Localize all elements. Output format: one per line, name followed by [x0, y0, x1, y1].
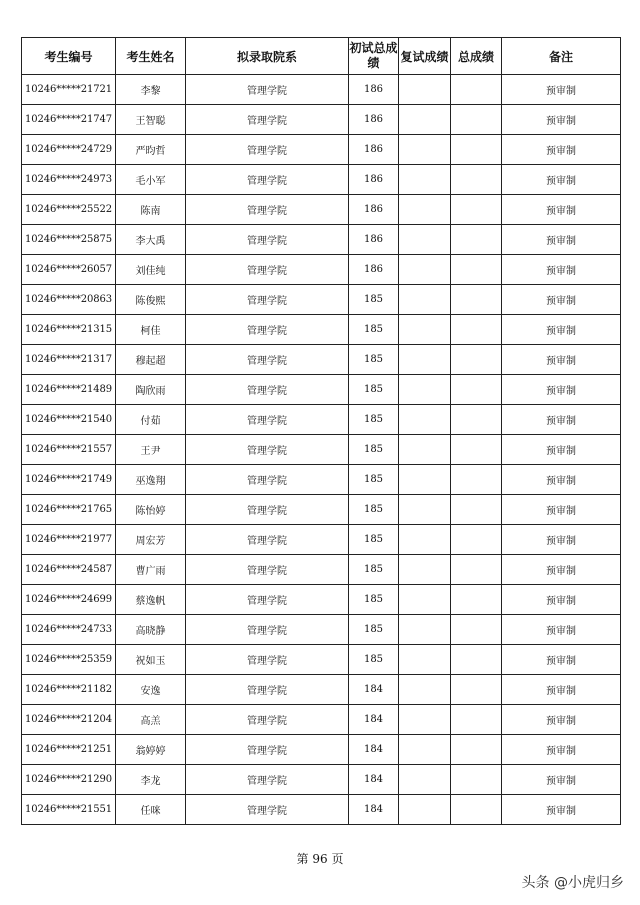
cell-note: 预审制	[502, 795, 621, 825]
cell-prelim-score: 185	[349, 645, 399, 675]
cell-note: 预审制	[502, 555, 621, 585]
cell-department: 管理学院	[186, 165, 349, 195]
cell-department: 管理学院	[186, 195, 349, 225]
cell-candidate-name: 高羔	[116, 705, 186, 735]
header-department: 拟录取院系	[186, 38, 349, 75]
cell-department: 管理学院	[186, 525, 349, 555]
table-row	[22, 375, 621, 405]
cell-candidate-name: 巫逸翔	[116, 465, 186, 495]
cell-department: 管理学院	[186, 555, 349, 585]
cell-total-score	[451, 285, 502, 315]
cell-total-score	[451, 345, 502, 375]
cell-candidate-id: 10246*****24733	[22, 615, 116, 645]
cell-retest-score	[399, 75, 451, 105]
table-row	[22, 795, 621, 825]
cell-prelim-score: 185	[349, 495, 399, 525]
cell-prelim-score: 184	[349, 705, 399, 735]
cell-department: 管理学院	[186, 645, 349, 675]
cell-department: 管理学院	[186, 675, 349, 705]
cell-total-score	[451, 165, 502, 195]
cell-retest-score	[399, 435, 451, 465]
cell-note: 预审制	[502, 165, 621, 195]
cell-note: 预审制	[502, 435, 621, 465]
cell-total-score	[451, 555, 502, 585]
cell-candidate-name: 曹广雨	[116, 555, 186, 585]
cell-prelim-score: 186	[349, 135, 399, 165]
cell-retest-score	[399, 675, 451, 705]
cell-note: 预审制	[502, 705, 621, 735]
cell-candidate-name: 穆起超	[116, 345, 186, 375]
cell-candidate-name: 王智聪	[116, 105, 186, 135]
cell-department: 管理学院	[186, 105, 349, 135]
cell-note: 预审制	[502, 135, 621, 165]
cell-prelim-score: 185	[349, 375, 399, 405]
table-row	[22, 105, 621, 135]
table-row	[22, 525, 621, 555]
cell-prelim-score: 186	[349, 225, 399, 255]
cell-retest-score	[399, 645, 451, 675]
cell-note: 预审制	[502, 735, 621, 765]
cell-department: 管理学院	[186, 405, 349, 435]
cell-department: 管理学院	[186, 615, 349, 645]
cell-retest-score	[399, 465, 451, 495]
cell-candidate-id: 10246*****24587	[22, 555, 116, 585]
table-body	[22, 75, 621, 825]
table-row	[22, 465, 621, 495]
cell-candidate-id: 10246*****21540	[22, 405, 116, 435]
table-row	[22, 435, 621, 465]
cell-candidate-id: 10246*****21749	[22, 465, 116, 495]
header-candidate-id: 考生编号	[22, 38, 116, 75]
cell-total-score	[451, 495, 502, 525]
cell-prelim-score: 185	[349, 285, 399, 315]
cell-department: 管理学院	[186, 375, 349, 405]
cell-total-score	[451, 75, 502, 105]
header-total-score: 总成绩	[451, 38, 502, 75]
cell-total-score	[451, 435, 502, 465]
cell-prelim-score: 185	[349, 405, 399, 435]
table-row	[22, 405, 621, 435]
cell-note: 预审制	[502, 585, 621, 615]
cell-retest-score	[399, 255, 451, 285]
table-row	[22, 255, 621, 285]
cell-candidate-id: 10246*****21765	[22, 495, 116, 525]
header-candidate-name: 考生姓名	[116, 38, 186, 75]
table-row	[22, 615, 621, 645]
cell-department: 管理学院	[186, 735, 349, 765]
table-row	[22, 645, 621, 675]
cell-note: 预审制	[502, 225, 621, 255]
cell-total-score	[451, 465, 502, 495]
cell-candidate-id: 10246*****24729	[22, 135, 116, 165]
cell-candidate-id: 10246*****21317	[22, 345, 116, 375]
cell-prelim-score: 186	[349, 255, 399, 285]
cell-note: 预审制	[502, 285, 621, 315]
cell-candidate-id: 10246*****21290	[22, 765, 116, 795]
cell-candidate-id: 10246*****24973	[22, 165, 116, 195]
cell-total-score	[451, 645, 502, 675]
cell-prelim-score: 186	[349, 75, 399, 105]
cell-total-score	[451, 405, 502, 435]
cell-candidate-name: 柯佳	[116, 315, 186, 345]
cell-candidate-id: 10246*****21204	[22, 705, 116, 735]
cell-department: 管理学院	[186, 255, 349, 285]
cell-prelim-score: 185	[349, 315, 399, 345]
cell-note: 预审制	[502, 645, 621, 675]
header-note: 备注	[502, 38, 621, 75]
cell-retest-score	[399, 735, 451, 765]
cell-candidate-name: 李大禹	[116, 225, 186, 255]
cell-note: 预审制	[502, 255, 621, 285]
cell-note: 预审制	[502, 375, 621, 405]
cell-candidate-name: 任咪	[116, 795, 186, 825]
cell-candidate-name: 安逸	[116, 675, 186, 705]
cell-prelim-score: 185	[349, 585, 399, 615]
cell-department: 管理学院	[186, 465, 349, 495]
watermark: 头条 @小虎归乡	[521, 875, 624, 891]
cell-prelim-score: 184	[349, 795, 399, 825]
cell-total-score	[451, 525, 502, 555]
table-row	[22, 75, 621, 105]
table-row	[22, 705, 621, 735]
cell-prelim-score: 186	[349, 165, 399, 195]
cell-prelim-score: 185	[349, 435, 399, 465]
cell-note: 预审制	[502, 675, 621, 705]
cell-note: 预审制	[502, 105, 621, 135]
cell-retest-score	[399, 615, 451, 645]
table-row	[22, 225, 621, 255]
cell-candidate-name: 周宏芳	[116, 525, 186, 555]
cell-total-score	[451, 615, 502, 645]
cell-candidate-name: 毛小军	[116, 165, 186, 195]
cell-total-score	[451, 375, 502, 405]
cell-candidate-id: 10246*****25875	[22, 225, 116, 255]
cell-candidate-name: 陈南	[116, 195, 186, 225]
cell-department: 管理学院	[186, 705, 349, 735]
cell-total-score	[451, 255, 502, 285]
cell-prelim-score: 185	[349, 345, 399, 375]
cell-candidate-name: 翁婷婷	[116, 735, 186, 765]
cell-note: 预审制	[502, 495, 621, 525]
cell-total-score	[451, 105, 502, 135]
table-row	[22, 555, 621, 585]
cell-candidate-name: 陈俊熙	[116, 285, 186, 315]
page-number: 第 96 页	[296, 852, 344, 866]
cell-retest-score	[399, 315, 451, 345]
table-row	[22, 195, 621, 225]
cell-total-score	[451, 225, 502, 255]
table-row	[22, 765, 621, 795]
cell-candidate-id: 10246*****21557	[22, 435, 116, 465]
header-row	[22, 38, 621, 75]
cell-prelim-score: 186	[349, 195, 399, 225]
cell-candidate-name: 陈怡婷	[116, 495, 186, 525]
cell-prelim-score: 185	[349, 465, 399, 495]
cell-candidate-id: 10246*****21489	[22, 375, 116, 405]
cell-candidate-id: 10246*****21315	[22, 315, 116, 345]
cell-retest-score	[399, 405, 451, 435]
cell-total-score	[451, 795, 502, 825]
table-row	[22, 135, 621, 165]
cell-note: 预审制	[502, 315, 621, 345]
cell-retest-score	[399, 525, 451, 555]
cell-retest-score	[399, 765, 451, 795]
cell-prelim-score: 185	[349, 615, 399, 645]
cell-note: 预审制	[502, 465, 621, 495]
cell-department: 管理学院	[186, 495, 349, 525]
cell-candidate-id: 10246*****21551	[22, 795, 116, 825]
cell-retest-score	[399, 225, 451, 255]
cell-candidate-name: 李龙	[116, 765, 186, 795]
header-retest-score: 复试成绩	[399, 38, 451, 75]
cell-candidate-name: 付茹	[116, 405, 186, 435]
cell-department: 管理学院	[186, 585, 349, 615]
cell-retest-score	[399, 795, 451, 825]
cell-department: 管理学院	[186, 345, 349, 375]
cell-total-score	[451, 705, 502, 735]
cell-retest-score	[399, 285, 451, 315]
cell-total-score	[451, 585, 502, 615]
cell-total-score	[451, 195, 502, 225]
cell-prelim-score: 184	[349, 765, 399, 795]
cell-department: 管理学院	[186, 315, 349, 345]
cell-retest-score	[399, 165, 451, 195]
table-row	[22, 285, 621, 315]
cell-candidate-name: 祝如玉	[116, 645, 186, 675]
cell-department: 管理学院	[186, 435, 349, 465]
cell-candidate-name: 王尹	[116, 435, 186, 465]
cell-candidate-name: 严昀哲	[116, 135, 186, 165]
table-row	[22, 585, 621, 615]
cell-prelim-score: 184	[349, 735, 399, 765]
table-row	[22, 735, 621, 765]
cell-department: 管理学院	[186, 135, 349, 165]
cell-department: 管理学院	[186, 765, 349, 795]
admission-score-table	[21, 37, 621, 825]
cell-candidate-name: 高晓静	[116, 615, 186, 645]
cell-department: 管理学院	[186, 795, 349, 825]
cell-candidate-name: 陶欣雨	[116, 375, 186, 405]
cell-retest-score	[399, 375, 451, 405]
cell-candidate-id: 10246*****21747	[22, 105, 116, 135]
table-row	[22, 165, 621, 195]
cell-total-score	[451, 765, 502, 795]
cell-retest-score	[399, 555, 451, 585]
cell-candidate-name: 刘佳纯	[116, 255, 186, 285]
table-row	[22, 345, 621, 375]
cell-candidate-id: 10246*****21721	[22, 75, 116, 105]
cell-department: 管理学院	[186, 285, 349, 315]
cell-candidate-id: 10246*****21182	[22, 675, 116, 705]
cell-retest-score	[399, 195, 451, 225]
table-row	[22, 495, 621, 525]
cell-retest-score	[399, 495, 451, 525]
cell-department: 管理学院	[186, 225, 349, 255]
cell-total-score	[451, 135, 502, 165]
cell-department: 管理学院	[186, 75, 349, 105]
cell-candidate-id: 10246*****25522	[22, 195, 116, 225]
cell-total-score	[451, 675, 502, 705]
cell-note: 预审制	[502, 345, 621, 375]
cell-prelim-score: 185	[349, 525, 399, 555]
table-row	[22, 315, 621, 345]
cell-candidate-id: 10246*****21977	[22, 525, 116, 555]
cell-candidate-id: 10246*****25359	[22, 645, 116, 675]
cell-retest-score	[399, 105, 451, 135]
header-prelim-score: 初试总成绩	[349, 38, 399, 75]
cell-retest-score	[399, 705, 451, 735]
cell-prelim-score: 184	[349, 675, 399, 705]
cell-prelim-score: 185	[349, 555, 399, 585]
cell-candidate-name: 李黎	[116, 75, 186, 105]
cell-note: 预审制	[502, 195, 621, 225]
cell-candidate-id: 10246*****24699	[22, 585, 116, 615]
cell-note: 预审制	[502, 765, 621, 795]
cell-note: 预审制	[502, 615, 621, 645]
cell-note: 预审制	[502, 525, 621, 555]
cell-retest-score	[399, 135, 451, 165]
cell-prelim-score: 186	[349, 105, 399, 135]
cell-retest-score	[399, 345, 451, 375]
cell-note: 预审制	[502, 75, 621, 105]
table-row	[22, 675, 621, 705]
cell-total-score	[451, 315, 502, 345]
cell-candidate-id: 10246*****26057	[22, 255, 116, 285]
cell-note: 预审制	[502, 405, 621, 435]
cell-candidate-name: 蔡逸帆	[116, 585, 186, 615]
cell-retest-score	[399, 585, 451, 615]
cell-total-score	[451, 735, 502, 765]
cell-candidate-id: 10246*****21251	[22, 735, 116, 765]
cell-candidate-id: 10246*****20863	[22, 285, 116, 315]
